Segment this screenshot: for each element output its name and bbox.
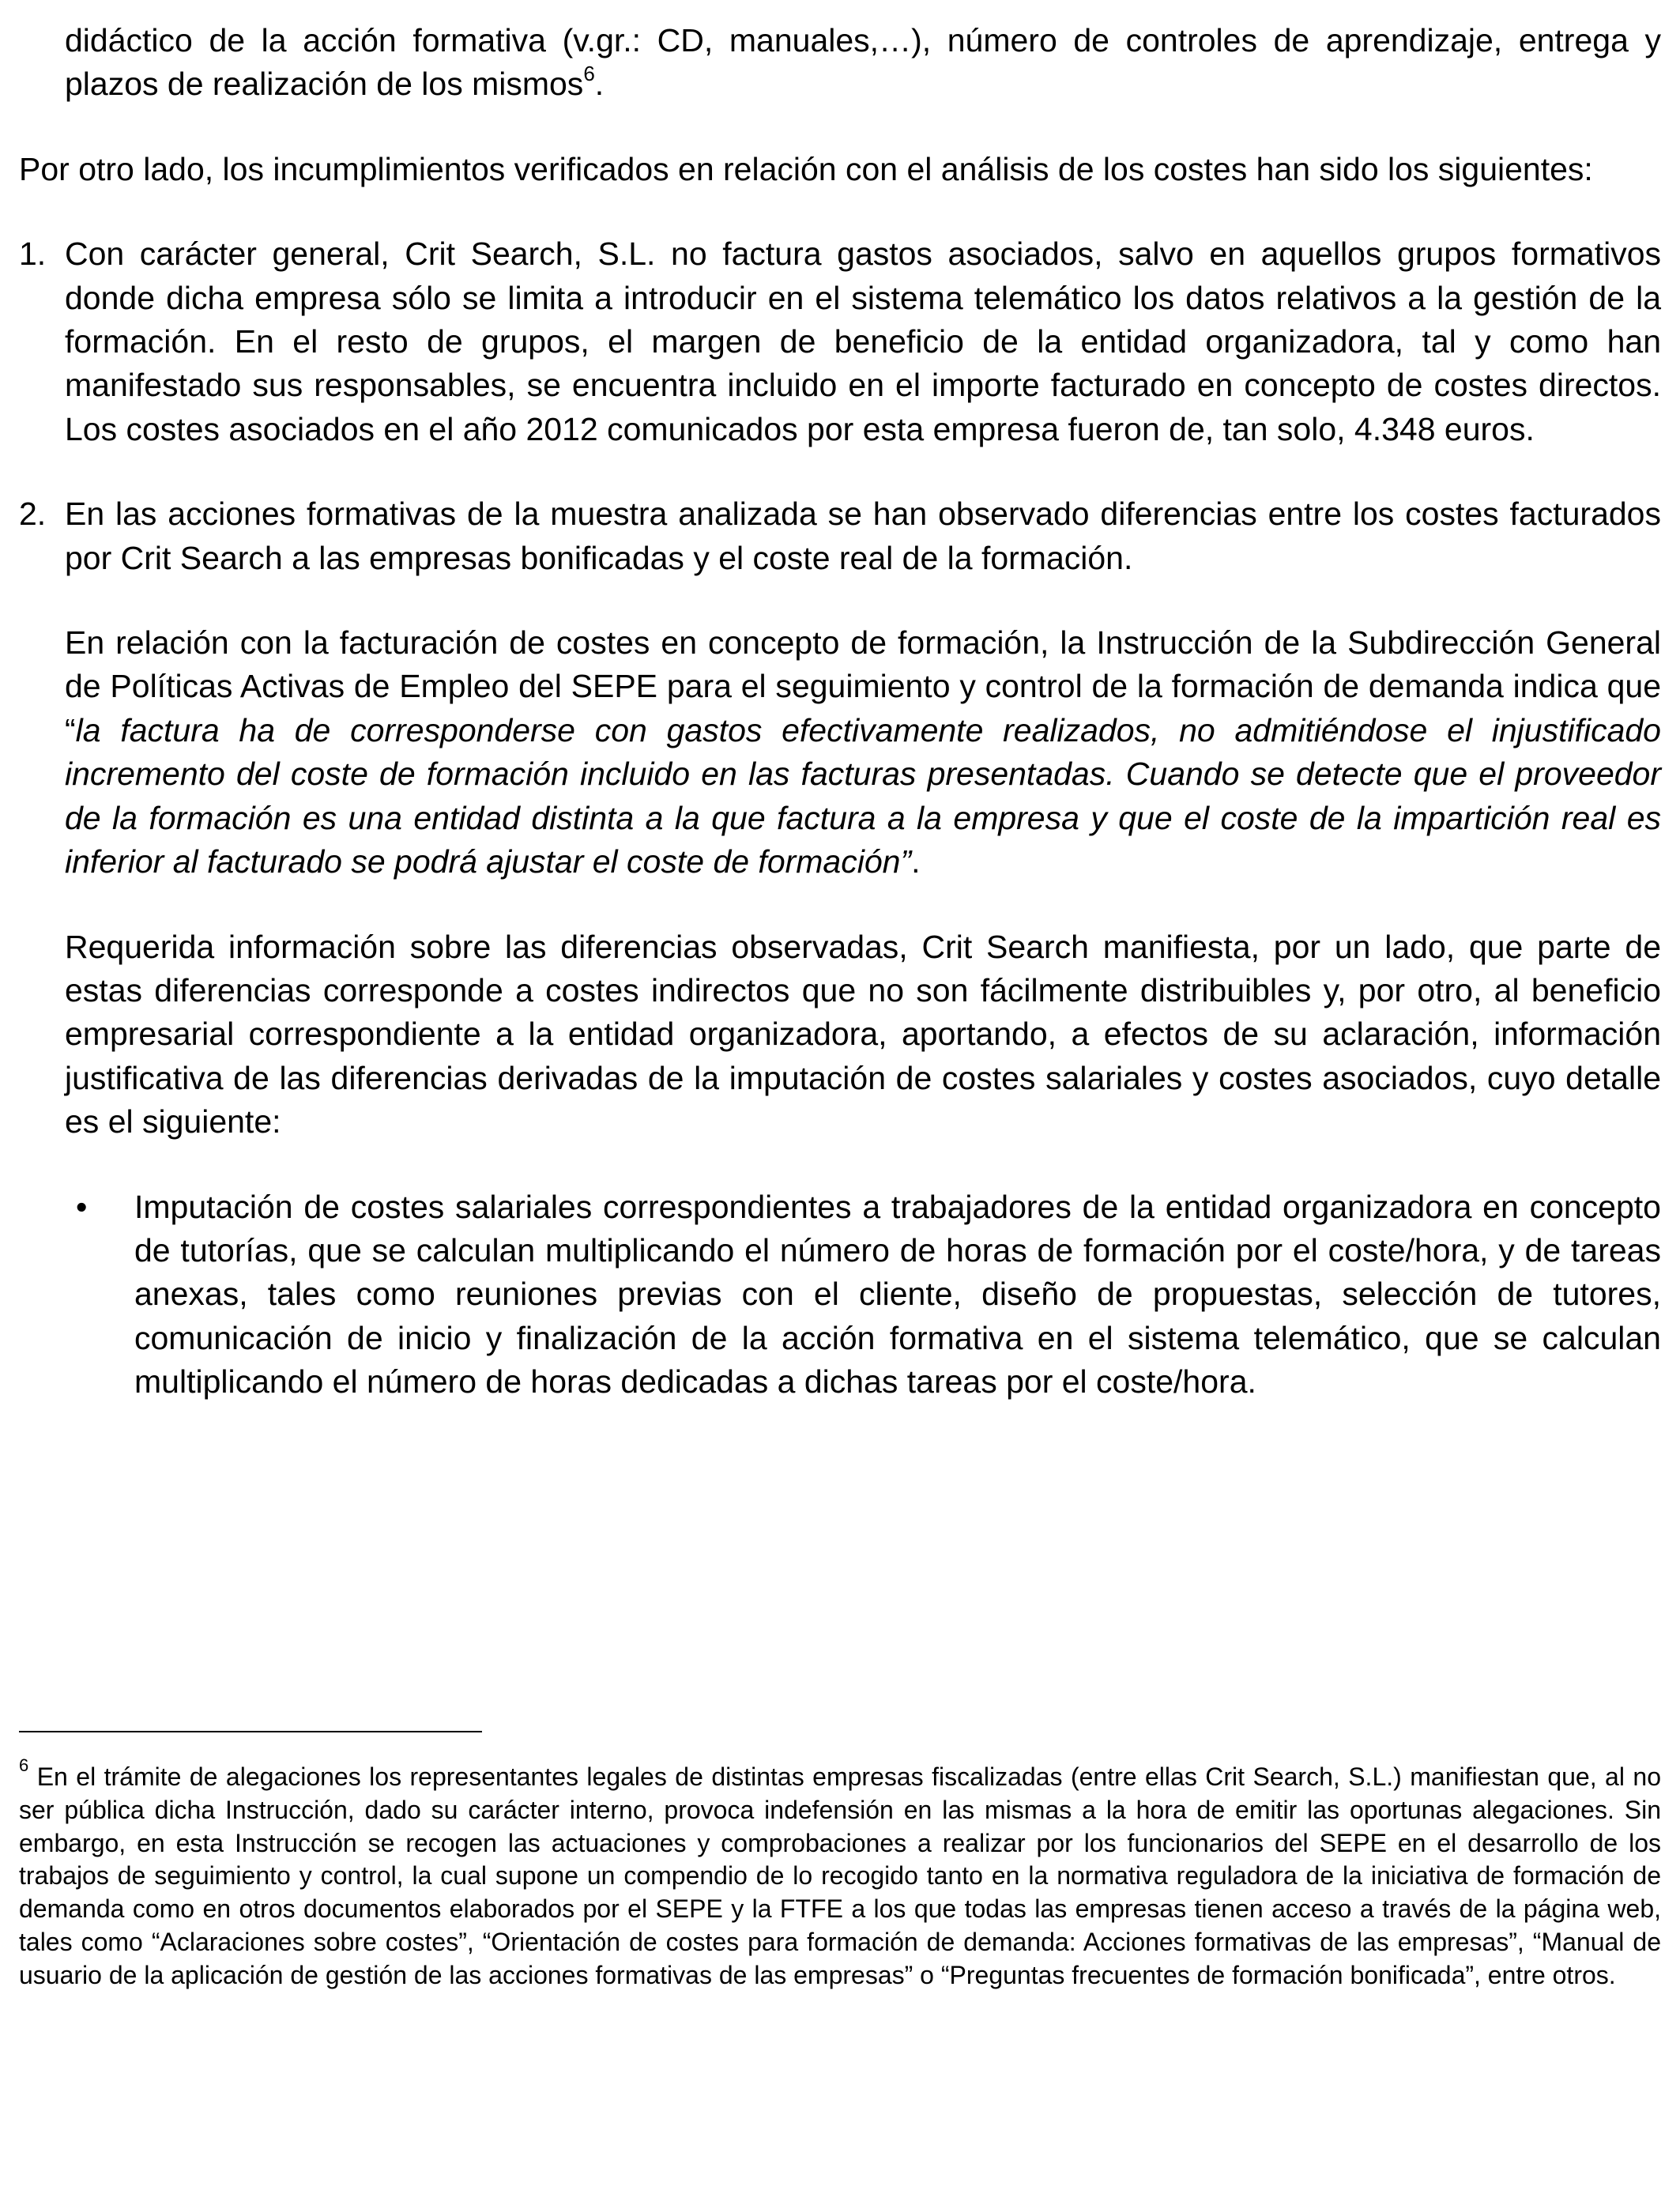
numbered-item-1 <box>19 232 1661 451</box>
intro-continuation-text: didáctico de la acción formativa (v.gr.: CD, manuales,…), número de controles de aprendizaje, entrega y plazos de realización de los mismos <box>65 22 1661 103</box>
lead-paragraph: Por otro lado, los incumplimientos verificados en relación con el análisis de los costes han sido los siguientes: <box>19 150 1593 187</box>
item-text: Con carácter general, Crit Search, S.L. no factura gastos asociados, salvo en aquellos grupos formativos donde dicha empresa sólo se limita a introducir en el sistema telemático los datos relativos a la gestión de la formación. En el resto de grupos, el margen de beneficio de la entidad organizadora, tal y como han manifestado sus responsables, se encuentra incluido en el importe facturado en concepto de costes directos. Los costes asociados en el año 2012 comunicados por esta empresa fueron de, tan solo, 4.348 euros. <box>65 236 1661 447</box>
instruction-quote: la factura ha de corresponderse con gastos efectivamente realizados, no admitiéndose el injustificado incremento del coste de formación incluido en las facturas presentadas. Cuando se detecte que el proveedor de la formación es una entidad distinta a la que factura a la empresa y que el coste de la impartición real es inferior al facturado se podrá ajustar el coste de formación” <box>65 711 1661 880</box>
bullet-text: Imputación de costes salariales correspondientes a trabajadores de la entidad organizadora en concepto de tutorías, que se calculan multiplicando el número de horas de formación por el coste/hora, y de tareas anexas, tales como reuniones previas con el cliente, diseño de propuestas, selección de tutores, comunicación de inicio y finalización de la acción formativa en el sistema telemático, que se calculan multiplicando el número de horas dedicadas a dichas tareas por el coste/hora. <box>134 1188 1661 1400</box>
item-text: En las acciones formativas de la muestra analizada se han observado diferencias entre los costes facturados por Crit Search a las empresas bonificadas y el coste real de la formación. <box>65 496 1661 576</box>
numbered-item-2 <box>19 492 1661 580</box>
document-body <box>19 19 1661 1404</box>
instruction-paragraph: En relación con la facturación de costes en concepto de formación, la Instrucción de la Subdirección General de Políticas Activas de Empleo del SEPE para el seguimiento y control de la formación de demanda indica que “la factura ha de corresponderse con gastos efectivamente realizados, no admitiéndose el injustificado incremento del coste de formación incluido en las facturas presentadas. Cuando se detecte que el proveedor de la formación es una entidad distinta a la que factura a la empresa y que el coste de la impartición real es inferior al facturado se podrá ajustar el coste de formación”. <box>65 624 1661 880</box>
intro-continuation: didáctico de la acción formativa (v.gr.: CD, manuales,…), número de controles de aprendizaje, entrega y plazos de realización de los mismos$^6$. <box>65 22 1661 103</box>
item-number: 1. <box>19 236 47 273</box>
item-number: 2. <box>19 496 47 533</box>
requested-info-paragraph: Requerida información sobre las diferencias observadas, Crit Search manifiesta, por un lado, que parte de estas diferencias corresponde a costes indirectos que no son fácilmente distribuibles y, por otro, al beneficio empresarial correspondiente a la entidad organizadora, aportando, a efectos de su aclaración, información justificativa de las diferencias derivadas de la imputación de costes salariales y costes asociados, cuyo detalle es el siguiente: <box>65 928 1661 1140</box>
bullet-icon: • <box>76 1188 88 1225</box>
footnote-reference[interactable]: 6 <box>583 61 595 85</box>
footnote-text: En el trámite de alegaciones los representantes legales de distintas empresas fiscalizadas (entre ellas Crit Search, S.L.) manifiestan que, al no ser pública dicha Instrucción, dado su carácter interno, provoca indefensión en las mismas a la hora de emitir las oportunas alegaciones. Sin embargo, en esta Instrucción se recogen las actuaciones y comprobaciones a realizar por los funcionarios del SEPE en el desarrollo de los trabajos de seguimiento y control, la cual supone un compendio de lo recogido tanto en la normativa reguladora de la iniciativa de formación de demanda como en otros documentos elaborados por el SEPE y la FTFE a los que todas las empresas tienen acceso a través de la página web, tales como “Aclaraciones sobre costes”, “Orientación de costes para formación de demanda: Acciones formativas de las empresas”, “Manual de usuario de la aplicación de gestión de las acciones formativas de las empresas” o “Preguntas frecuentes de formación bonificada”, entre otros. <box>19 1762 1661 1989</box>
footnote <box>19 1755 1661 1992</box>
bullet-item <box>19 1186 1661 1404</box>
footnote-separator <box>19 1731 482 1732</box>
footnote-marker: 6 <box>19 1755 29 1776</box>
